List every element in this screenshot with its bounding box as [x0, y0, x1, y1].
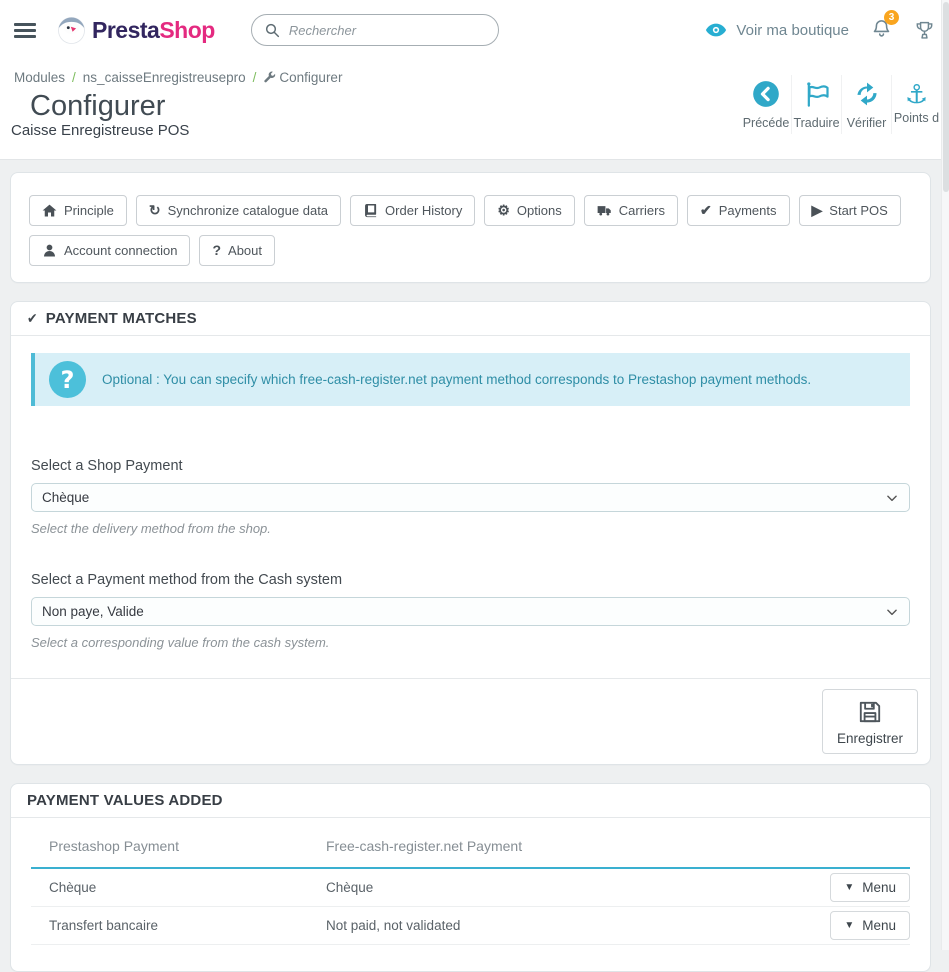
breadcrumb-configure: Configurer: [263, 70, 342, 85]
breadcrumb-modules[interactable]: Modules: [14, 70, 66, 85]
tab-options[interactable]: ⚙ Options: [484, 195, 574, 226]
check-icon: ✔: [27, 310, 38, 326]
alert-text: Optional : You can specify which free-cash-register.net payment method corresponds to Prestashop payment methods.: [102, 372, 812, 387]
page-title: Configurer: [30, 90, 166, 122]
shop-payment-label: Select a Shop Payment: [31, 458, 183, 474]
action-label: Vérifier: [846, 116, 887, 130]
cash-payment-select[interactable]: [31, 597, 910, 626]
prestashop-wordmark: PrestaShop: [92, 16, 215, 43]
previous-page-button[interactable]: [741, 75, 791, 134]
wrench-icon: [263, 71, 276, 84]
search-icon: [264, 22, 280, 38]
shop-payment-selected-value: Chèque: [42, 490, 90, 505]
view-my-shop-label: Voir ma boutique: [736, 21, 849, 39]
save-button[interactable]: [822, 689, 918, 754]
breadcrumb-separator: /: [72, 70, 76, 85]
header-action-toolbar: [741, 75, 941, 134]
anchor-icon: ⚓: [904, 79, 929, 109]
tab-about[interactable]: ? About: [199, 235, 275, 266]
back-circle-arrow-icon: [752, 80, 780, 108]
panel-footer: [11, 678, 930, 764]
breadcrumb-separator: /: [252, 70, 257, 85]
row-menu-button[interactable]: ▼ Menu: [830, 911, 910, 940]
search-bar[interactable]: [251, 14, 499, 46]
check-updates-button[interactable]: [841, 75, 891, 134]
save-button-label: Enregistrer: [836, 731, 903, 746]
flag-icon: [803, 80, 831, 108]
action-label: Traduire: [793, 116, 840, 130]
top-navbar: [0, 0, 949, 60]
cash-payment-selected-value: Non paye, Valide: [42, 604, 144, 619]
cash-payment-label: Select a Payment method from the Cash system: [31, 572, 343, 588]
refresh-icon: [853, 80, 881, 108]
tab-order-history[interactable]: Order History: [350, 195, 475, 226]
notifications-button[interactable]: [871, 12, 895, 43]
action-label: Points d: [893, 111, 940, 125]
payment-values-header: PAYMENT VALUES ADDED: [11, 784, 930, 818]
cell-prestashop-payment: Chèque: [49, 880, 97, 895]
prestashop-logo[interactable]: [58, 17, 215, 44]
vertical-scrollbar[interactable]: [941, 0, 949, 950]
column-header-prestashop-payment: Prestashop Payment: [49, 838, 179, 854]
hook-points-button[interactable]: [891, 75, 941, 134]
module-tabs-panel: [10, 172, 931, 283]
row-menu-button[interactable]: ▼ Menu: [830, 873, 910, 902]
caret-down-icon: ▼: [844, 882, 855, 893]
page-subtitle: Caisse Enregistreuse POS: [11, 122, 190, 140]
tab-synchronize-catalogue[interactable]: ↻ Synchronize catalogue data: [136, 195, 341, 226]
play-icon: ▶: [811, 202, 823, 218]
tab-start-pos[interactable]: ▶ Start POS: [799, 195, 901, 226]
payment-values-table: [31, 822, 910, 945]
cash-payment-help: Select a corresponding value from the cash system.: [31, 635, 330, 650]
tab-payments[interactable]: ✔ Payments: [687, 195, 790, 226]
payment-matches-panel: [10, 301, 931, 765]
main-content: [0, 160, 941, 972]
payment-matches-header: ✔ PAYMENT MATCHES: [11, 302, 930, 336]
table-row: [31, 907, 910, 945]
tab-principle[interactable]: Principle: [29, 195, 127, 226]
caret-down-icon: ▼: [844, 920, 855, 931]
check-icon: ✔: [699, 202, 712, 218]
info-alert: [31, 353, 910, 406]
chevron-down-icon: [885, 605, 899, 619]
prestashop-mascot-icon: [58, 17, 85, 44]
page-header: [0, 60, 949, 160]
truck-icon: [597, 203, 612, 218]
gears-icon: ⚙: [497, 202, 510, 218]
trophy-icon[interactable]: [914, 20, 935, 41]
column-header-cash-register-payment: Free-cash-register.net Payment: [326, 838, 523, 854]
book-icon: [363, 203, 378, 218]
cell-prestashop-payment: Transfert bancaire: [49, 918, 159, 933]
navbar-right-group: [705, 12, 935, 43]
hamburger-menu-icon[interactable]: [14, 20, 36, 41]
search-input[interactable]: [289, 23, 486, 38]
sync-icon: ↻: [148, 202, 161, 218]
scrollbar-thumb[interactable]: [943, 2, 949, 192]
user-icon: [42, 243, 57, 258]
cell-cash-payment: Chèque: [326, 880, 374, 895]
shop-payment-help: Select the delivery method from the shop.: [31, 521, 271, 536]
chevron-down-icon: [885, 491, 899, 505]
tab-carriers[interactable]: Carriers: [584, 195, 678, 226]
payment-values-panel: [10, 783, 931, 972]
table-header-row: [31, 822, 910, 869]
save-floppy-icon: [857, 699, 883, 725]
question-icon: ?: [212, 242, 222, 258]
action-label: Précéde: [742, 116, 790, 130]
eye-icon: [705, 19, 727, 41]
shop-payment-select[interactable]: [31, 483, 910, 512]
question-circle-icon: ?: [49, 361, 86, 398]
tab-account-connection[interactable]: Account connection: [29, 235, 190, 266]
cell-cash-payment: Not paid, not validated: [326, 918, 461, 933]
home-icon: [42, 203, 57, 218]
notification-count-badge: 3: [884, 10, 899, 25]
table-row: [31, 869, 910, 907]
breadcrumb-module-name[interactable]: ns_caisseEnregistreusepro: [82, 70, 246, 85]
view-my-shop-link[interactable]: [705, 19, 849, 41]
translate-button[interactable]: [791, 75, 841, 134]
